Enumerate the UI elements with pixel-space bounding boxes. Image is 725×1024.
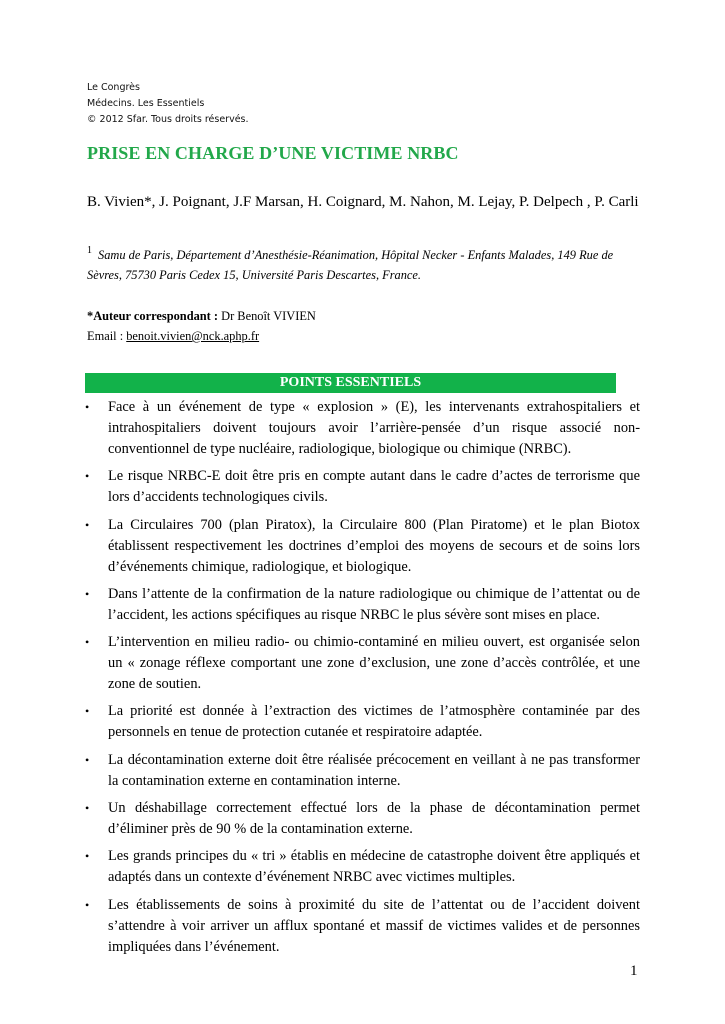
bullet-icon: • — [85, 752, 90, 767]
header-line-series: Médecins. Les Essentiels — [87, 98, 205, 109]
email-label: Email : — [87, 329, 127, 343]
bullet-icon: • — [85, 635, 90, 650]
running-header — [87, 80, 249, 128]
bullet-icon: • — [85, 517, 90, 532]
key-point-text: La décontamination externe doit être réalisée précocement en veillant à ne pas transformer la contamination externe en contamination interne. — [108, 751, 640, 789]
corresponding-author-name: Dr Benoît VIVIEN — [218, 309, 316, 323]
bullet-icon: • — [85, 801, 90, 816]
affiliation-marker: 1 — [87, 245, 92, 256]
page-number: 1 — [630, 963, 638, 979]
correspondence-block — [87, 306, 316, 346]
bullet-icon: • — [85, 897, 90, 912]
key-point-text: Les établissements de soins à proximité du site de l’attentat ou de l’accident doivent s’attendre à voir arriver un afflux spontané et massif de victimes valides et de personnes impliquées dans l’événement. — [108, 896, 640, 955]
article-title: PRISE EN CHARGE D’UNE VICTIME NRBC — [87, 143, 459, 163]
key-point — [85, 846, 640, 888]
key-point — [85, 798, 640, 840]
corresponding-author-label: *Auteur correspondant : — [87, 309, 219, 323]
key-point — [85, 466, 640, 508]
affiliation — [87, 241, 647, 285]
section-banner: POINTS ESSENTIELS — [85, 373, 616, 393]
key-point — [85, 632, 640, 695]
key-point — [85, 895, 640, 958]
email-line — [87, 326, 316, 346]
key-point — [85, 750, 640, 792]
key-points-list — [85, 397, 640, 964]
key-point-text: L’intervention en milieu radio- ou chimio-contaminé en milieu ouvert, est organisée selon un « zonage réflexe comportant une zone d’exclusion, une zone d’accès contrôlée, et une zone de soutien. — [108, 634, 640, 693]
header-line-congress: Le Congrès — [87, 82, 140, 93]
header-line-copyright: © 2012 Sfar. Tous droits réservés. — [87, 114, 249, 125]
key-point-text: Un déshabillage correctement effectué lors de la phase de décontamination permet d’éliminer près de 90 % de la contamination externe. — [108, 800, 640, 838]
key-point-text: Les grands principes du « tri » établis en médecine de catastrophe doivent être appliqués et adaptés dans un contexte d’événement NRBC avec victimes multiples. — [108, 848, 640, 886]
bullet-icon: • — [85, 704, 90, 719]
email-link[interactable]: benoit.vivien@nck.aphp.fr — [126, 329, 260, 343]
key-point — [85, 515, 640, 578]
key-point-text: La Circulaires 700 (plan Piratox), la Circulaire 800 (Plan Piratome) et le plan Biotox établissent respectivement les doctrines d’emploi des moyens de secours et de soins lors d’événements chimique, radiologique, et biologique. — [108, 516, 640, 575]
key-point-text: La priorité est donnée à l’extraction des victimes de l’atmosphère contaminée par des personnels en tenue de protection cutanée et respiratoire adaptée. — [108, 703, 640, 741]
author-list: B. Vivien*, J. Poignant, J.F Marsan, H. Coignard, M. Nahon, M. Lejay, P. Delpech , P. Carli — [87, 194, 639, 210]
key-point — [85, 584, 640, 626]
bullet-icon: • — [85, 586, 90, 601]
key-point — [85, 701, 640, 743]
key-point-text: Le risque NRBC-E doit être pris en compte autant dans le cadre d’actes de terrorisme que lors d’accidents technologiques civils. — [108, 468, 640, 506]
key-point-text: Face à un événement de type « explosion » (E), les intervenants extrahospitaliers et intrahospitaliers doivent toujours avoir l’arrière-pensée d’un risque associé non-conventionnel de type nucléaire, radiologique, biologique ou chimique (NRBC). — [108, 399, 640, 457]
key-point-text: Dans l’attente de la confirmation de la nature radiologique ou chimique de l’attentat ou de l’accident, les actions spécifiques au risque NRBC le plus sévère sont mises en place. — [108, 585, 640, 623]
corresponding-author — [87, 306, 316, 326]
bullet-icon: • — [85, 469, 90, 484]
affiliation-text: Samu de Paris, Département d’Anesthésie-Réanimation, Hôpital Necker - Enfants Malades, 149 Rue de Sèvres, 75730 Paris Cedex 15, Université Paris Descartes, France. — [87, 248, 614, 282]
key-point — [85, 397, 640, 460]
bullet-icon: • — [85, 849, 90, 864]
bullet-icon: • — [85, 400, 90, 414]
